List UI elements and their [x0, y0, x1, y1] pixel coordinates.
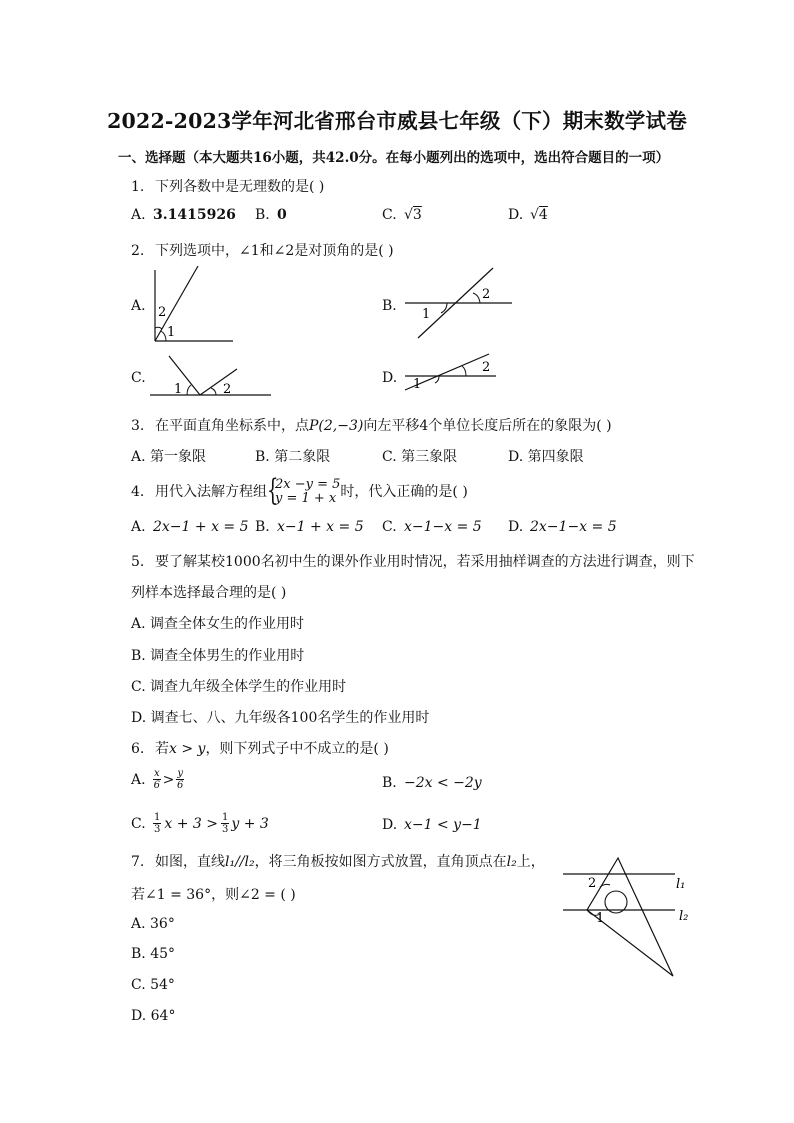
- q6-option-b: B. −2x < −2y: [382, 775, 482, 791]
- q1-option-c: C. √3: [382, 207, 422, 223]
- exam-title: 2022-2023学年河北省邢台市威县七年级（下）期末数学试卷: [107, 109, 687, 133]
- q4-option-d: D. 2x−1−x = 5: [508, 519, 617, 535]
- question-1-stem: 1. 下列各数中是无理数的是( ): [131, 179, 325, 195]
- q2-figure-b: [400, 265, 520, 343]
- q2-option-a-label: A.: [131, 298, 146, 314]
- q3-option-a: A. 第一象限: [131, 449, 207, 465]
- angle-1-label: 1: [167, 325, 176, 340]
- q3-option-d: D. 第四象限: [508, 449, 584, 465]
- angle-2-label: 2: [588, 876, 597, 891]
- question-number: 1.: [131, 179, 145, 195]
- q7-option-c: C. 54°: [131, 977, 175, 993]
- q4-option-a: A. 2x−1 + x = 5: [131, 519, 249, 535]
- question-5-stem-line1: 5. 要了解某校1000名初中生的课外作业用时情况，若采用抽样调查的方法进行调查，则下: [131, 554, 695, 570]
- question-7-stem-line2: 若∠1 = 36°，则∠2 = ( ): [131, 887, 296, 903]
- angle-2-label: 2: [223, 382, 232, 397]
- angle-1-label: 1: [596, 911, 605, 926]
- q3-option-b: B. 第二象限: [255, 449, 331, 465]
- question-5-stem-line2: 列样本选择最合理的是( ): [131, 585, 287, 601]
- angle-2-label: 2: [158, 305, 167, 320]
- q3-option-c: C. 第三象限: [382, 449, 458, 465]
- q5-option-c: C. 调查九年级全体学生的作业用时: [131, 679, 347, 695]
- question-3-stem: 3. 在平面直角坐标系中，点P(2,−3)向左平移4个单位长度后所在的象限为( ): [131, 418, 612, 434]
- q1-option-a: A. 3.1415926: [131, 207, 236, 223]
- q5-option-b: B. 调查全体男生的作业用时: [131, 648, 305, 664]
- q7-option-d: D. 64°: [131, 1008, 176, 1024]
- line-l1-label: l₁: [676, 877, 686, 892]
- q6-option-a: A. $\frac{x}{6}$ > $\frac{y}{6}$: [131, 768, 184, 791]
- question-6-stem: 6. 若x > y，则下列式子中不成立的是( ): [131, 741, 389, 757]
- q5-option-d: D. 调查七、八、九年级各100名学生的作业用时: [131, 710, 430, 726]
- line-l2-label: l₂: [679, 909, 689, 924]
- question-4-stem: 4. 用代入法解方程组 { 2x −y = 5 y = 1 + x 时，代入正确的是( ): [131, 473, 468, 508]
- q2-figure-d: [400, 350, 500, 394]
- q5-option-a: A. 调查全体女生的作业用时: [131, 616, 305, 632]
- q2-figure-c: [145, 352, 275, 398]
- angle-2-label: 2: [482, 287, 491, 302]
- q6-option-c: C. $\frac{1}{3}$ x + 3 > $\frac{1}{3}$ y + 3: [131, 812, 269, 835]
- angle-1-label: 1: [422, 307, 431, 322]
- q7-option-b: B. 45°: [131, 946, 176, 962]
- q2-option-b-label: B.: [382, 298, 397, 314]
- q2-figure-a: [145, 262, 245, 348]
- q4-option-c: C. x−1−x = 5: [382, 519, 482, 535]
- section-heading: 一、选择题（本大题共16小题，共42.0分。在每小题列出的选项中，选出符合题目的一项）: [118, 150, 670, 166]
- question-7-stem-line1: 7. 如图，直线l₁//l₂，将三角板按如图方式放置，直角顶点在l₂上，: [131, 854, 545, 870]
- q4-option-b: B. x−1 + x = 5: [255, 519, 364, 535]
- q6-option-d: D. x−1 < y−1: [382, 817, 482, 833]
- q2-option-c-label: C.: [131, 370, 146, 386]
- q2-option-d-label: D.: [382, 370, 398, 386]
- q7-option-a: A. 36°: [131, 916, 175, 932]
- q1-option-b: B. 0: [255, 207, 287, 223]
- q7-triangle-figure: [555, 852, 695, 982]
- angle-2-label: 2: [482, 360, 491, 375]
- q1-option-d: D. √4: [508, 207, 548, 223]
- equation-system: { 2x −y = 5 y = 1 + x: [267, 473, 341, 508]
- question-2-stem: 2. 下列选项中，∠1和∠2是对顶角的是( ): [131, 243, 394, 259]
- angle-1-label: 1: [174, 382, 183, 397]
- angle-1-label: 1: [413, 377, 422, 392]
